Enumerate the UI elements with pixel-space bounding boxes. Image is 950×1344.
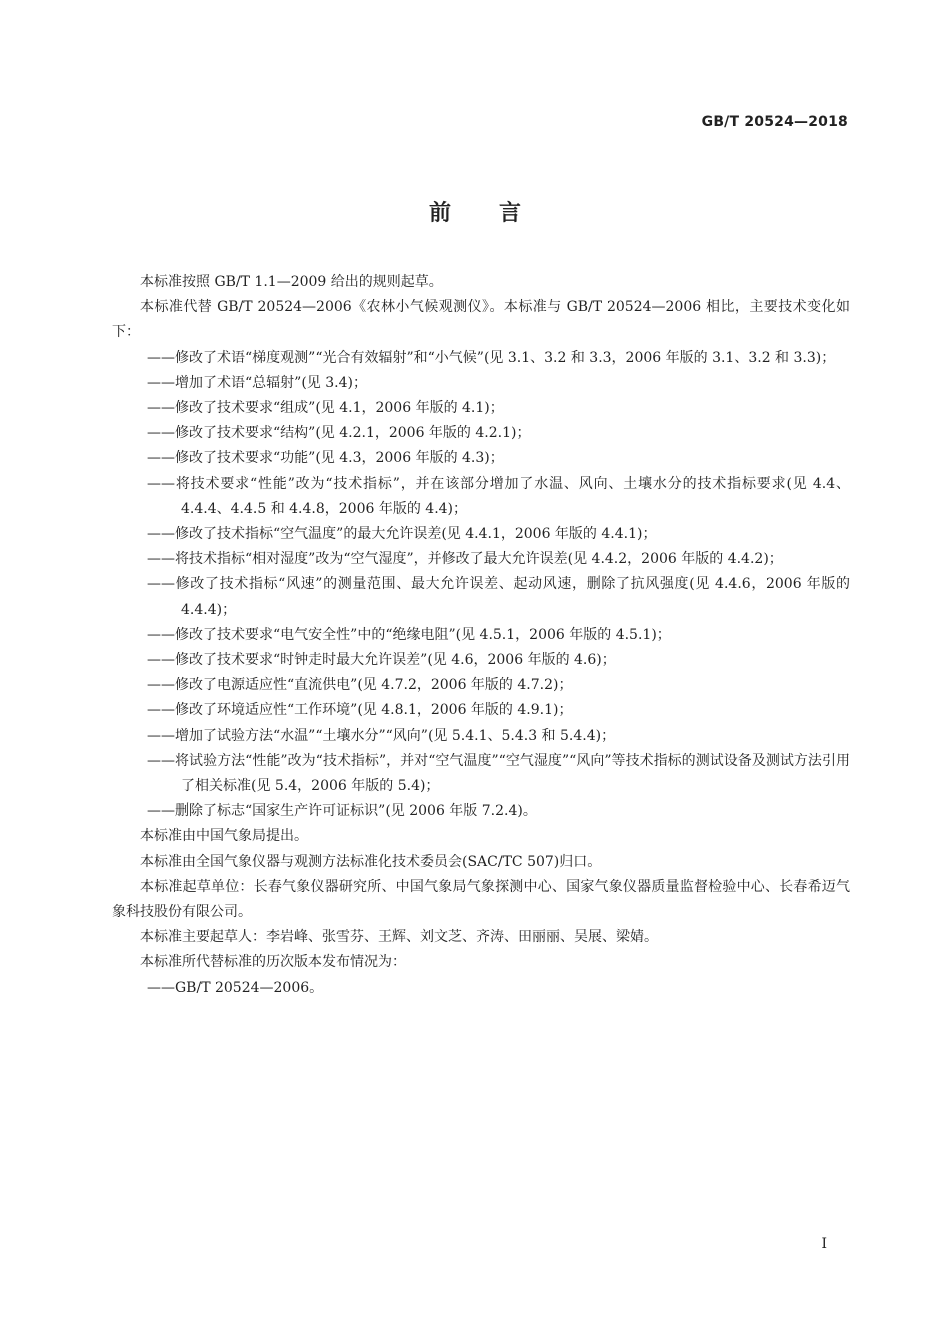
change-item: ——修改了技术指标“空气温度”的最大允许误差(见 4.4.1，2006 年版的 4.4.1)； xyxy=(147,526,657,543)
change-item: ——增加了术语“总辐射”(见 3.4)； xyxy=(147,374,367,391)
change-item: ——将试验方法“性能”改为“技术指标”，并对“空气温度”“空气湿度”“风向”等技术指标的测试设备及测试方法引用了相关标准(见 5.4，2006 年版的 5.4)； xyxy=(147,752,850,795)
page-number: I xyxy=(821,1236,827,1252)
document-body xyxy=(112,270,850,1001)
change-item: ——修改了术语“梯度观测”“光合有效辐射”和“小气候”(见 3.1、3.2 和 3.3，2006 年版的 3.1、3.2 和 3.3)； xyxy=(147,349,836,366)
closing-paragraph: 本标准所代替标准的历次版本发布情况为： xyxy=(140,954,406,971)
closing-paragraph: 本标准由中国气象局提出。 xyxy=(140,828,308,845)
change-item: ——将技术要求“性能”改为“技术指标”，并在该部分增加了水温、风向、土壤水分的技术指标要求(见 4.4、4.4.4、4.4.5 和 4.4.8，2006 年版的 4.4)； xyxy=(147,475,850,517)
change-item: ——增加了试验方法“水温”“土壤水分”“风向”(见 5.4.1、5.4.3 和 5.4.4)； xyxy=(147,727,616,744)
change-item: ——修改了电源适应性“直流供电”(见 4.7.2，2006 年版的 4.7.2)； xyxy=(147,677,573,694)
change-item: ——修改了技术要求“功能”(见 4.3，2006 年版的 4.3)； xyxy=(147,450,504,467)
closing-paragraph: 本标准主要起草人：李岩峰、张雪芬、王辉、刘文芝、齐涛、田丽丽、吴展、梁婧。 xyxy=(140,929,658,946)
page-title: 前言 xyxy=(428,201,569,226)
intro-paragraph: 本标准代替 GB/T 20524—2006《农林小气候观测仪》。本标准与 GB/T 20524—2006 相比，主要技术变化如下： xyxy=(112,299,850,341)
closing-paragraph: 本标准由全国气象仪器与观测方法标准化技术委员会(SAC/TC 507)归口。 xyxy=(140,853,602,870)
standard-code: GB/T 20524—2018 xyxy=(701,114,848,130)
change-item: ——修改了技术要求“时钟走时最大允许误差”(见 4.6，2006 年版的 4.6)； xyxy=(147,652,616,669)
change-item: ——修改了技术要求“电气安全性”中的“绝缘电阻”(见 4.5.1，2006 年版的 4.5.1)； xyxy=(147,626,671,643)
change-item: ——修改了技术要求“结构”(见 4.2.1，2006 年版的 4.2.1)； xyxy=(147,425,531,442)
change-item: ——删除了标志“国家生产许可证标识”(见 2006 年版 7.2.4)。 xyxy=(147,803,537,820)
change-item: ——修改了技术指标“风速”的测量范围、最大允许误差、起动风速，删除了抗风强度(见 4.4.6，2006 年版的 4.4.4)； xyxy=(147,576,850,618)
change-item: ——将技术指标“相对湿度”改为“空气湿度”，并修改了最大允许误差(见 4.4.2，2006 年版的 4.4.2)； xyxy=(147,551,783,568)
change-item: ——修改了技术要求“组成”(见 4.1，2006 年版的 4.1)； xyxy=(147,400,504,417)
intro-paragraph: 本标准按照 GB/T 1.1—2009 给出的规则起草。 xyxy=(140,274,443,290)
closing-paragraph: 本标准起草单位：长春气象仪器研究所、中国气象局气象探测中心、国家气象仪器质量监督检验中心、长春希迈气象科技股份有限公司。 xyxy=(112,878,850,921)
history-item: ——GB/T 20524—2006。 xyxy=(147,979,324,996)
change-item: ——修改了环境适应性“工作环境”(见 4.8.1，2006 年版的 4.9.1)； xyxy=(147,702,573,719)
